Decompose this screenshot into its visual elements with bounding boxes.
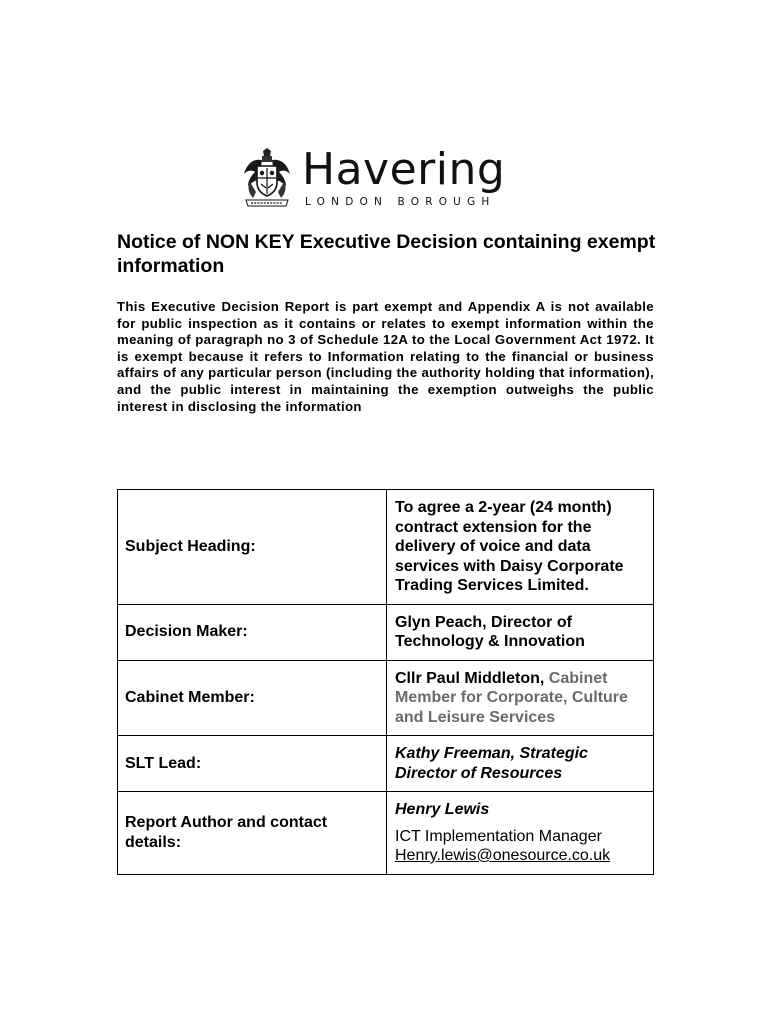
exempt-notice: This Executive Decision Report is part exempt and Appendix A is not available for public inspection as it contains or relates to exempt information within the meaning of paragraph no 3 of Schedule 12A to the Local Government Act 1972. It is exempt because it refers to Information relating to the financial or business affairs of any particular person (including the authority holding that information), and the public interest in maintaining the exemption outweighs the public interest in disclosing the information	[117, 299, 654, 414]
subject-heading-value: To agree a 2-year (24 month) contract extension for the delivery of voice and data services with Daisy Corporate Trading Services Limited.	[387, 490, 654, 605]
table-row	[118, 660, 654, 736]
table-row	[118, 736, 654, 792]
cabinet-member-label: Cabinet Member:	[118, 660, 387, 736]
decision-table	[117, 489, 654, 875]
table-row	[118, 490, 654, 605]
table-row	[118, 604, 654, 660]
logo-wordmark: Havering	[302, 144, 506, 195]
cabinet-member-value	[387, 660, 654, 736]
decision-maker-value: Glyn Peach, Director of Technology & Innovation	[387, 604, 654, 660]
slt-lead-label: SLT Lead:	[118, 736, 387, 792]
slt-lead-value: Kathy Freeman, Strategic Director of Resources	[387, 736, 654, 792]
report-author-name: Henry Lewis	[395, 801, 490, 818]
logo-subtitle: LONDON BOROUGH	[305, 196, 496, 208]
subject-heading-label: Subject Heading:	[118, 490, 387, 605]
cabinet-member-role: Cabinet Member for Corporate, Culture and Leisure Services	[395, 669, 628, 726]
decision-maker-label: Decision Maker:	[118, 604, 387, 660]
report-author-label: Report Author and contact details:	[118, 792, 387, 875]
page-title: Notice of NON KEY Executive Decision containing exempt information	[117, 231, 656, 277]
report-author-email-link[interactable]: Henry.lewis@onesource.co.uk	[395, 847, 611, 864]
report-author-value	[387, 792, 654, 875]
report-author-role: ICT Implementation Manager	[395, 827, 602, 845]
havering-crest-icon	[242, 148, 292, 208]
cabinet-member-name: Cllr Paul Middleton,	[395, 669, 545, 687]
havering-logo	[242, 144, 522, 212]
table-row	[118, 792, 654, 875]
